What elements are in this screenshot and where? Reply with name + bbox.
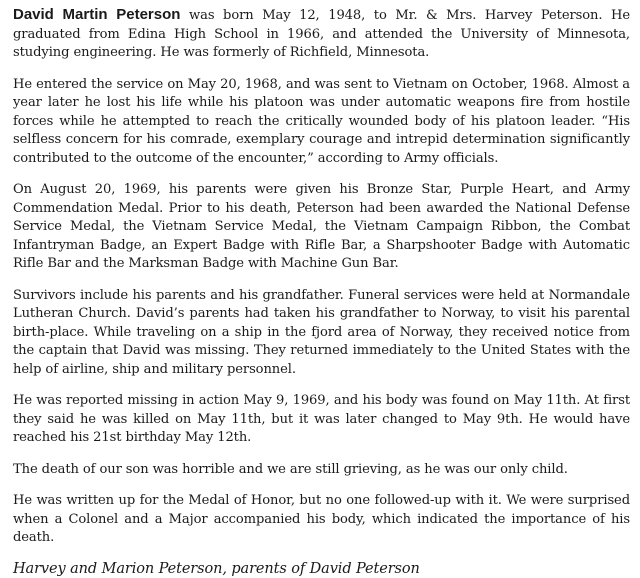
missing-in-action-paragraph: He was reported missing in action May 9, 1969, and his body was found on May 11th. At first they said he was killed on May 11th, but it was later changed to May 9th. He would have reached his 21st birthday May 12th.: [13, 392, 630, 448]
survivors-paragraph: Survivors include his parents and his grandfather. Funeral services were held at Normandale Lutheran Church. David’s parents had taken his grandfather to Norway, to visit his parental birth-place. While traveling on a ship in the fjord area of Norway, they received notice from the captain that David was missing. They returned immediately to the United States with the help of airline, ship and military personnel.: [13, 287, 630, 380]
signature-line: Harvey and Marion Peterson, parents of David Peterson: [13, 560, 630, 578]
intro-paragraph: [13, 6, 630, 63]
service-paragraph: He entered the service on May 20, 1968, and was sent to Vietnam on October, 1968. Almost a year later he lost his life while his platoon was under automatic weapons fire from hostile forces while he attempted to reach the critically wounded body of his platoon leader. “His selfless concern for his comrade, exemplary courage and intrepid determination significantly contributed to the outcome of the encounter,” according to Army officials.: [13, 76, 630, 169]
subject-name: David Martin Peterson: [13, 6, 180, 23]
grief-paragraph: The death of our son was horrible and we are still grieving, as he was our only child.: [13, 461, 630, 480]
medal-of-honor-paragraph: He was written up for the Medal of Honor, but no one followed-up with it. We were surprised when a Colonel and a Major accompanied his body, which indicated the importance of his death.: [13, 492, 630, 548]
intro-text: was born May 12, 1948, to Mr. & Mrs. Harvey Peterson. He graduated from Edina High School in 1966, and attended the University of Minnesota, studying engineering. He was formerly of Richfield, Minnesota.: [13, 8, 630, 60]
medals-paragraph: On August 20, 1969, his parents were given his Bronze Star, Purple Heart, and Army Commendation Medal. Prior to his death, Peterson had been awarded the National Defense Service Medal, the Vietnam Service Medal, the Vietnam Campaign Ribbon, the Combat Infantryman Badge, an Expert Badge with Rifle Bar, a Sharpshooter Badge with Automatic Rifle Bar and the Marksman Badge with Machine Gun Bar.: [13, 181, 630, 274]
